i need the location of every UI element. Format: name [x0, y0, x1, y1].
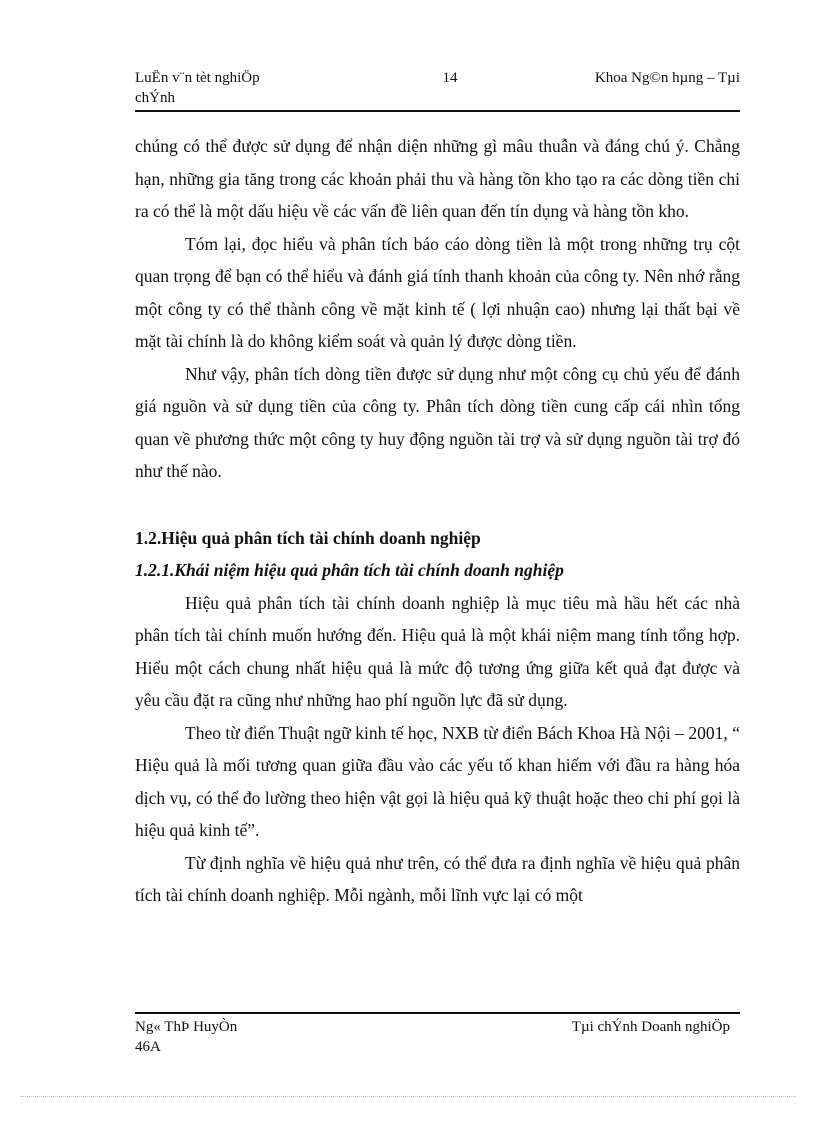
header-faculty: Khoa Ng©n hµng – Tµi	[594, 70, 740, 86]
page-body	[135, 130, 740, 912]
paragraph: chúng có thể được sử dụng để nhận diện những gì mâu thuẫn và đáng chú ý. Chẳng hạn, những gia tăng trong các khoản phải thu và hàng tồn kho tạo ra các dòng tiền chi ra có thể là một dấu hiệu về các vấn đề liên quan đến tín dụng và hàng tồn kho.	[135, 136, 740, 221]
footer-author	[135, 1017, 237, 1057]
page-footer	[135, 1012, 740, 1057]
paragraph: Từ định nghĩa về hiệu quả như trên, có thể đưa ra định nghĩa về hiệu quả phân tích tài chính doanh nghiệp. Mỗi ngành, mỗi lĩnh vực lại có một	[135, 852, 740, 905]
footer-left-line2: 46A	[135, 1039, 161, 1055]
header-left-line1: LuËn v¨n tèt nghiÖp	[135, 70, 260, 86]
subsection-heading: 1.2.1.Khái niệm hiệu quả phân tích tài chính doanh nghiệp	[135, 560, 564, 580]
paragraph: Như vậy, phân tích dòng tiền được sử dụng như một công cụ chủ yếu để đánh giá nguồn và sử dụng tiền của công ty. Phân tích dòng tiền cung cấp cái nhìn tổng quan về phương thức một công ty huy động nguồn tài trợ và sử dụng nguồn tài trợ đó như thế nào.	[135, 363, 740, 481]
footer-department: Tµi chÝnh Doanh nghiÖp	[571, 1019, 730, 1035]
header-left-line2: chÝnh	[135, 90, 175, 106]
header-thesis-title	[135, 68, 335, 108]
section-heading: 1.2.Hiệu quả phân tích tài chính doanh nghiệp	[135, 527, 481, 548]
page-number: 14	[442, 70, 458, 86]
footer-left-line1: Ng« ThÞ HuyÒn	[135, 1019, 238, 1035]
page-edge-divider	[20, 1096, 796, 1097]
paragraph: Tóm lại, đọc hiểu và phân tích báo cáo dòng tiền là một trong những trụ cột quan trọng để bạn có thể hiểu và đánh giá tính thanh khoản của công ty. Nên nhớ rằng một công ty có thể thành công về mặt kinh tế ( lợi nhuận cao) nhưng lại thất bại về mặt tài chính là do không kiểm soát và quản lý được dòng tiền.	[135, 233, 740, 351]
paragraph: Theo từ điển Thuật ngữ kinh tế học, NXB từ điển Bách Khoa Hà Nội – 2001, “ Hiệu quả là mối tương quan giữa đầu vào các yếu tố khan hiếm với đầu ra hàng hóa dịch vụ, có thể đo lường theo hiện vật gọi là hiệu quả kỹ thuật hoặc theo chi phí gọi là hiệu quả kinh tế”.	[135, 722, 740, 840]
paragraph: Hiệu quả phân tích tài chính doanh nghiệp là mục tiêu mà hầu hết các nhà phân tích tài chính muốn hướng đến. Hiệu quả là một khái niệm mang tính tổng hợp. Hiểu một cách chung nhất hiệu quả là mức độ tương ứng giữa kết quả đạt được và yêu cầu đặt ra cũng như những hao phí nguồn lực đã sử dụng.	[135, 592, 740, 710]
page-header	[135, 68, 740, 112]
